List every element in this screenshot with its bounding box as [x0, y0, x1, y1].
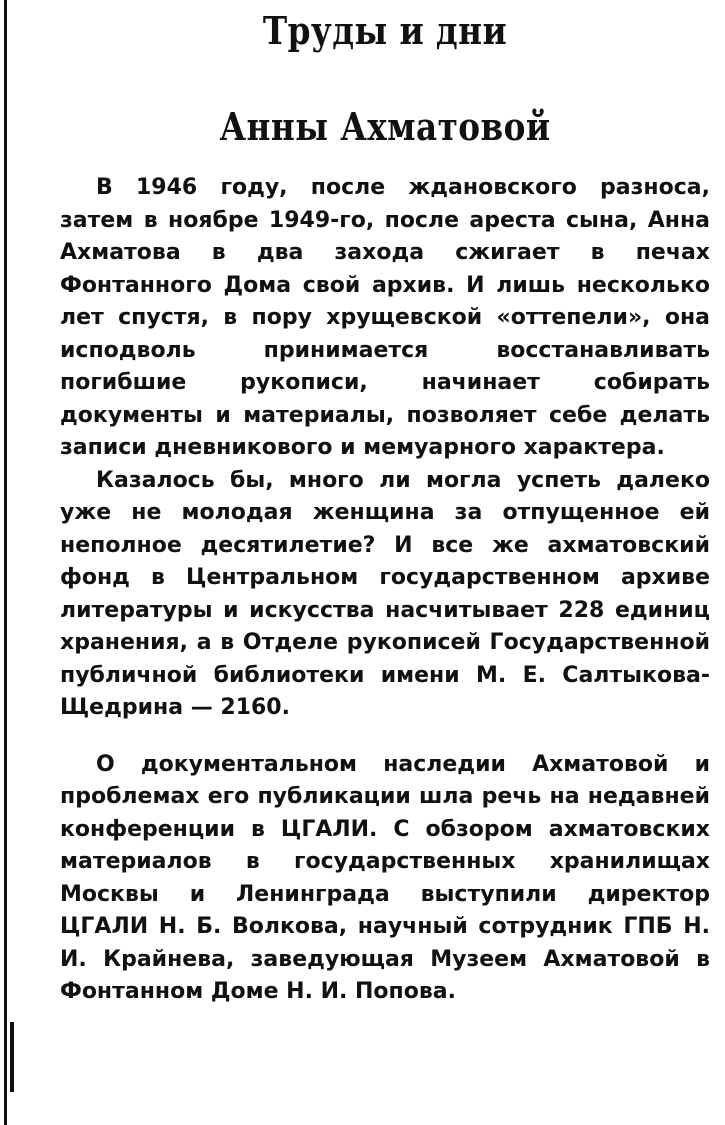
margin-mark [10, 1022, 14, 1092]
paragraph-1: В 1946 году, после ждановского разноса, затем в ноябре 1949-го, после ареста сына, Анна Ахматова в два захода сжигает в печах Фонтанного Дома свой архив. И лишь несколько лет спустя, в пору хрущевской «оттепели», она исподволь принимается восстанавливать погибшие рукописи, начинает собирать документы и материалы, позволяет себе делать записи дневникового и мемуарного характера. [60, 175, 710, 460]
column-rule [4, 0, 7, 1125]
paragraph-2: Казалось бы, много ли могла успеть далеко уже не молодая женщина за отпущенное ей неполное десятилетие? И все же ахматовский фонд в Центральном государственном архиве литературы и искусства насчитывает 228 единиц хранения, а в Отделе рукописей Государственной публичной библиотеки имени М. Е. Салтыкова-Щедрина — 2160. [60, 467, 710, 720]
paragraph-gap [60, 725, 710, 749]
headline-line-2 [60, 104, 710, 149]
headline-line-1 [60, 8, 710, 53]
article-body [60, 172, 710, 1009]
paragraph-3: О документальном наследии Ахматовой и проблемах его публикации шла речь на недавней конференции в ЦГАЛИ. С обзором ахматовских материалов в государственных хранилищах Москвы и Ленинграда выступили директор ЦГАЛИ Н. Б. Волкова, научный сотрудник ГПБ Н. И. Крайнева, заведующая Музеем Ахматовой в Фонтанном Доме Н. И. Попова. [60, 751, 710, 1004]
headline-text-1: Труды и дни [262, 8, 508, 53]
headline-text-2: Анны Ахматовой [219, 104, 551, 149]
